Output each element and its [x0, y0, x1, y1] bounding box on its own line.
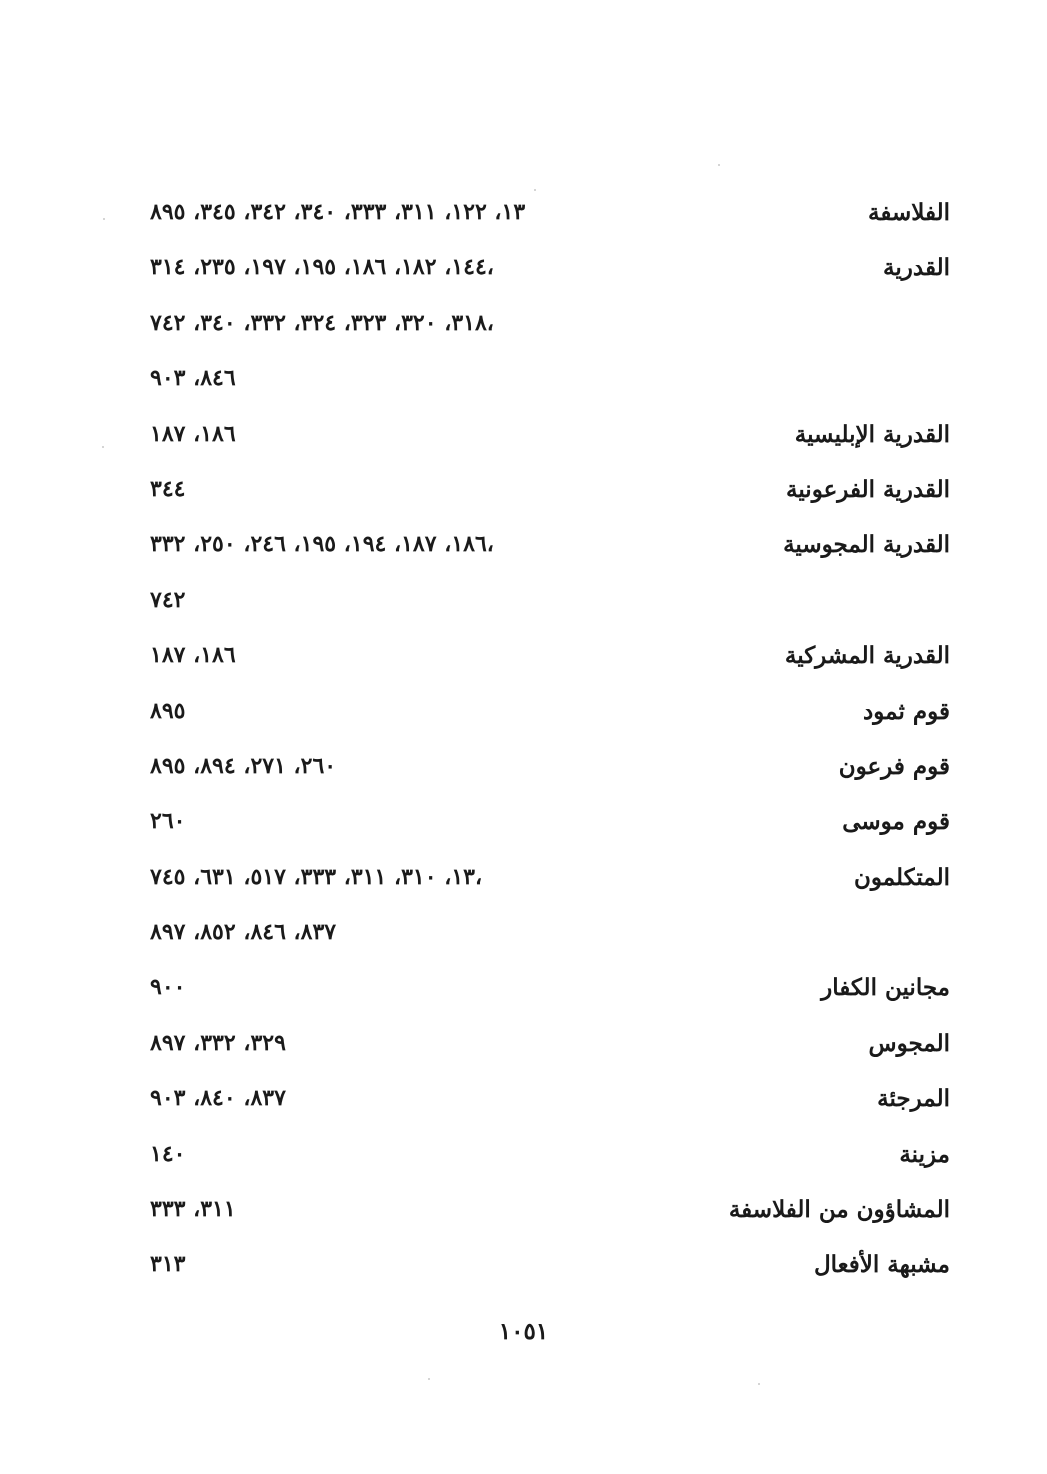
index-term: قوم ثمود: [863, 697, 950, 725]
scan-speck: [102, 446, 104, 448]
index-page-refs: ١٨٦، ١٨٧، ١٩٤، ١٩٥، ٢٤٦، ٢٥٠، ٣٣٢،: [150, 531, 494, 558]
index-page-refs: ١٣، ٣١٠، ٣١١، ٣٣٣، ٥١٧، ٦٣١، ٧٤٥،: [150, 863, 483, 890]
index-entry: [150, 523, 950, 578]
index-term: الفلاسفة: [868, 199, 950, 226]
index-term: قوم فرعون: [838, 752, 950, 780]
index-entry: [150, 911, 950, 966]
index-entry: [150, 246, 950, 301]
index-entry: [150, 1188, 950, 1243]
scan-speck: [103, 218, 105, 220]
index-term: القدرية المجوسية: [783, 531, 950, 559]
index-entry: [150, 413, 950, 468]
index-term: المشاؤون من الفلاسفة: [728, 1196, 950, 1224]
index-page-refs: ٨٣٧، ٨٤٦، ٨٥٢، ٨٩٧: [150, 919, 337, 946]
index-entry: [150, 800, 950, 855]
index-entry: [150, 1133, 950, 1188]
index-page-refs: ٧٤٢: [150, 586, 186, 613]
index-entry: [150, 966, 950, 1021]
index-entry: [150, 1077, 950, 1132]
index-term: القدرية الفرعونية: [786, 475, 950, 503]
index-page-refs: ١٤٤، ١٨٢، ١٨٦، ١٩٥، ١٩٧، ٢٣٥، ٣١٤،: [150, 254, 494, 281]
page-number: ١٠٥١: [498, 1318, 549, 1345]
index-entry: [150, 579, 950, 634]
scan-speck: [534, 189, 536, 191]
index-term: المرجئة: [877, 1085, 950, 1113]
index-page-refs: ٨٣٧، ٨٤٠، ٩٠٣: [150, 1085, 286, 1112]
index-page-refs: ٨٤٦، ٩٠٣: [150, 365, 236, 392]
index-term: مزينة: [899, 1140, 950, 1168]
scan-speck: [428, 1378, 430, 1380]
index-entry: [150, 634, 950, 689]
index-term: القدرية الإبليسية: [794, 420, 950, 448]
index-page-refs: ٨٩٥: [150, 697, 186, 724]
index-term: القدرية المشركية: [784, 642, 950, 670]
index-page-refs: ١٨٦، ١٨٧: [150, 420, 236, 447]
index-term: مجانين الكفار: [821, 974, 950, 1002]
index-entry: [150, 357, 950, 412]
index-page-refs: ١٣، ١٢٢، ٣١١، ٣٣٣، ٣٤٠، ٣٤٢، ٣٤٥، ٨٩٥: [150, 199, 526, 225]
index-entry: [150, 745, 950, 800]
index-entry: [150, 1243, 950, 1298]
index-page-refs: ٣١٨، ٣٢٠، ٣٢٣، ٣٢٤، ٣٣٢، ٣٤٠، ٧٤٢،: [150, 309, 494, 336]
index-term: قوم موسى: [842, 808, 950, 836]
index-entry: [150, 302, 950, 357]
index-entry: [150, 1022, 950, 1077]
index-term: المجوس: [868, 1029, 950, 1057]
index-term: مشبهة الأفعال: [813, 1251, 950, 1279]
index-page-refs: ٩٠٠: [150, 974, 186, 1001]
index-term: المتكلمون: [853, 863, 950, 891]
index-page-refs: ١٤٠: [150, 1140, 186, 1167]
index-entry: [150, 468, 950, 523]
index-page-refs: ٣٢٩، ٣٣٢، ٨٩٧: [150, 1029, 286, 1056]
index-entry: [150, 856, 950, 911]
index-page-refs: ٢٦٠: [150, 808, 186, 835]
index-entry: [150, 690, 950, 745]
index-page-refs: ١٨٦، ١٨٧: [150, 642, 236, 669]
scan-speck: [758, 1383, 760, 1385]
index-entry: [150, 191, 950, 246]
index-page-refs: ٣١١، ٣٣٣: [150, 1196, 236, 1223]
index-list: [150, 191, 950, 1299]
index-page-refs: ٢٦٠، ٢٧١، ٨٩٤، ٨٩٥: [150, 752, 337, 779]
index-page-refs: ٣٤٤: [150, 475, 186, 502]
scan-speck: [718, 164, 720, 166]
index-term: القدرية: [883, 254, 950, 282]
index-page-refs: ٣١٣: [150, 1251, 186, 1278]
